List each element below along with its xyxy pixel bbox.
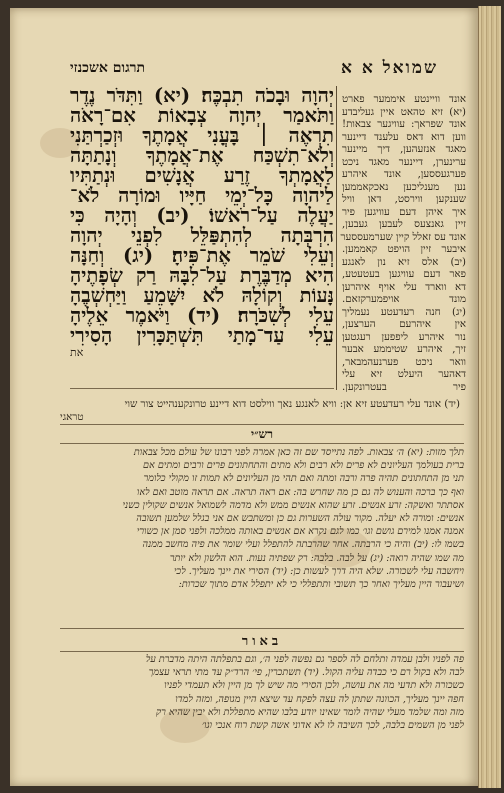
rashi-line: ויחשבה עלי לשכורה. שלא היה דרך לעשות כן: (יד) הסירי את יינך מעליך. לכי: [174, 565, 464, 577]
targum-line: נען מענליכען נאכקאממען: [342, 181, 466, 193]
main-text-line: עֵלִי עַד־מָתַי תִּשְׁתַּכָּרִין הָסִירִי: [70, 324, 334, 347]
rashi-line: בשמו לו: (יב) והיה כי הרבתה. אחר שהרבתה להתפלל ועלי שומר את פיה מחשב ממנה: [142, 539, 464, 551]
targum-line: אונד עס זאלל קיין שערמעססער: [340, 231, 466, 243]
targum-line: נור איהרע ליפפען רעגטען: [342, 331, 466, 343]
main-text-line: יְהוָה וּבָכֹה תִבְכֶּה׃ (יא) וַתִּדֹּר נֶדֶר: [70, 84, 334, 107]
book-title: שמואל א א: [341, 58, 438, 78]
rashi-line: תני מן התחתונים תהיה פרה ורבה ומתה ואם תהי מן העליונים לא תמות זו מקולי כלומר: [143, 473, 464, 485]
biur-line: לפני מן השמים בלבה, לכך השיבה לו לא אדוני אשה קשת רוח אנכי וגו׳: [201, 720, 464, 732]
rashi-line: ושיעבור היין מעליך ואחר כך תשובי ותתפללי כי לא יתפלל אדם מתוך שכרות:: [178, 579, 464, 591]
targum-line: (יג) חנה רעדעטע נעמליך: [342, 306, 466, 318]
biur-line: פה לפניו ולבן עמדה ותלחם לה לספר גם נפשה לפני ה׳, וגם בתפלתה היתה מדברת על: [145, 654, 464, 665]
targum-footer-catchword: טראגי: [60, 411, 84, 423]
rashi-line: ואף כך ברכה והענוש לה גם כן מה שחרש בה: אם ראה תראה. אם תראה מוטב ואם לאו: [136, 486, 464, 498]
rashi-line: מה שמו שהיה רואה: (יג) על לבה. בלבה: רק שפתיה נעות. הוא הלשון ולא יותר: [169, 552, 464, 564]
targum-line: זיך, איהרע שטיממע אבער: [342, 344, 466, 355]
targum-line: פאר דעם עוויגען בעטעטע,: [342, 269, 466, 280]
rashi-line: אנשים: ומורה לא יעלה. מקור עולה השערות גם כן ומשתבש אם אני בגלל שלמען תשובה: [136, 513, 464, 525]
page-header: [60, 58, 460, 84]
column-divider: [336, 86, 337, 390]
biur-commentary: [60, 653, 464, 732]
biur-line: חפה יינך מעליך, הכוונה שתתן לה עצה לפקח עד שיצא היין מגופה, ומזה למדו: [175, 693, 464, 705]
main-text-catchword: את: [70, 346, 84, 359]
main-text-line: וַתֹּאמַר יְהוָה צְבָאוֹת אִם־רָאֹה: [70, 104, 334, 127]
main-text-line: עֵלִי לְשִׁכֹּרָה׃ (יד) וַיֹּאמֶר אֵלֶיהָ: [70, 304, 334, 327]
main-text-line: הִרְבְּתָה לְהִתְפַּלֵּל לִפְנֵי יְהוָה: [70, 224, 334, 247]
main-text-line: תִרְאֶה ׀ בָּעֳנִי אֲמָתֶךָ וּזְכַרְתַּנִי: [70, 124, 334, 147]
main-text-line: וְלֹא־תִשְׁכַּח אֶת־אֲמָתֶךָ וְנָתַתָּה: [70, 144, 334, 167]
rashi-line: אמנה אמנו למירם גושם וגו׳ כמו לגם נקרא אם אנשים באותה ממלכה ולפני סמן אן כשורי: [136, 526, 464, 538]
main-text-line: וְעֵלִי שֹׁמֵר אֶת־פִּיהָ׃ (יג) וְחַנָּה: [70, 244, 334, 267]
section-rule: [60, 651, 464, 652]
biur-line: מזה ומה שלמד מעלי שהיה לומר שאינו יודע בלבו שהיא מתפללת ולא יבין שהיא רק: [156, 706, 464, 718]
main-text-line: נָּעוֹת וְקוֹלָהּ לֹא יִשָּׁמֵעַ וַיַּחְשְׁבֶהָ: [70, 284, 334, 307]
rashi-line: ברית בעולמך העליונים לא פרים ולא רבים ולא מתים והתחתונים פרים ורבים ומתים אם: [143, 460, 464, 472]
section-rule: [60, 628, 464, 629]
targum-line: ערינערן, דיינער מאגד ניכט: [342, 156, 466, 168]
targum-line: פערגעססען, אונד איהרע: [342, 169, 466, 180]
targum-line: אונד שפראך: עוויגער צבאות!: [342, 119, 466, 130]
targum-line: אין איהרעם הערצען,: [342, 319, 466, 330]
rashi-line: תלך מזות: (יא) ה׳ צבאות. לפה נתייסד שם זה כאן אמרה לפני רבונו של עולם מכל צבאות: [133, 447, 464, 458]
targum-line: אונד וויינטע איממער פארט: [342, 94, 466, 105]
main-text-line: הִיא מְדַבֶּרֶת עַל־לִבָּהּ רַק שְׂפָתֶיהָ: [70, 264, 334, 287]
main-text-line: יַעֲלֶה עַל־רֹאשׁוֹ׃ (יב) וְהָיָה כִּי: [70, 204, 334, 227]
targum-line: מונד אויפמערקזאם.: [342, 294, 466, 305]
targum-title: תרגום אשכנזי: [70, 60, 146, 76]
targum-footer-line: (יד) אונד עלי רעדעטע זיא אן: וויא לאנגע נאך ווילסט דוא דיינע טרונקענהייט צור שוי: [124, 398, 460, 410]
rashi-commentary: [60, 446, 464, 591]
targum-line: פיר בעטרונקען.: [342, 381, 466, 393]
main-text-line: לַאֲמָתְךָ זֶרַע אֲנָשִׁים וּנְתַתִּיו: [70, 164, 334, 187]
page-edges: [478, 6, 501, 788]
main-text-line: לַיהוָה כָּל־יְמֵי חַיָּיו וּמוֹרָה לֹא־: [70, 184, 334, 207]
targum-line: דא ווארד עלי אויף איהרען: [342, 281, 466, 293]
targum-column: [342, 94, 466, 394]
targum-line: (יב) אלס זיא נון לאנגע: [342, 256, 466, 268]
targum-line: דאהער היעלט זיא עלי: [342, 369, 466, 380]
targum-line: (יא) זיא טהאט איין געליבדע: [342, 106, 466, 118]
biur-title: באור: [241, 634, 283, 649]
targum-line: שענקען ווירסט, דאן וויל: [342, 194, 466, 205]
rashi-line: אסתתר ואשקה: זרע אנשים. זרע שהוא אנשים ממש ולא מדמה לשמואל אנשים שקולין כשני: [122, 499, 464, 511]
targum-line: ווען דוא דאס עלענד דיינער: [342, 131, 466, 143]
targum-line: איבער זיין הויפט קאממען.: [342, 244, 466, 255]
biur-line: כשכורה ולא תדעי מה את עושה, ולכן הסירי מה שיש לך מן היין ולא תעמדי לפניו: [164, 680, 464, 692]
targum-line: זיין גאנצעס לעבען געבען,: [342, 219, 466, 230]
biur-line: לבה ולא בקול רם כי כבדה עליה הקול. (יד) תשתכרין, פי׳ הרד״ק עד מתי תראי עצמך: [148, 667, 464, 679]
main-text-column: [70, 86, 334, 389]
rashi-title: רש״י: [60, 424, 464, 444]
targum-line: וואר ניכט פערנעהמבאר,: [342, 356, 466, 368]
targum-footer: [60, 398, 460, 424]
targum-line: איך איהן דעם עוויגען פיר: [342, 206, 466, 218]
targum-line: מאגד אנזעהען, דיך מיינער: [342, 144, 466, 155]
